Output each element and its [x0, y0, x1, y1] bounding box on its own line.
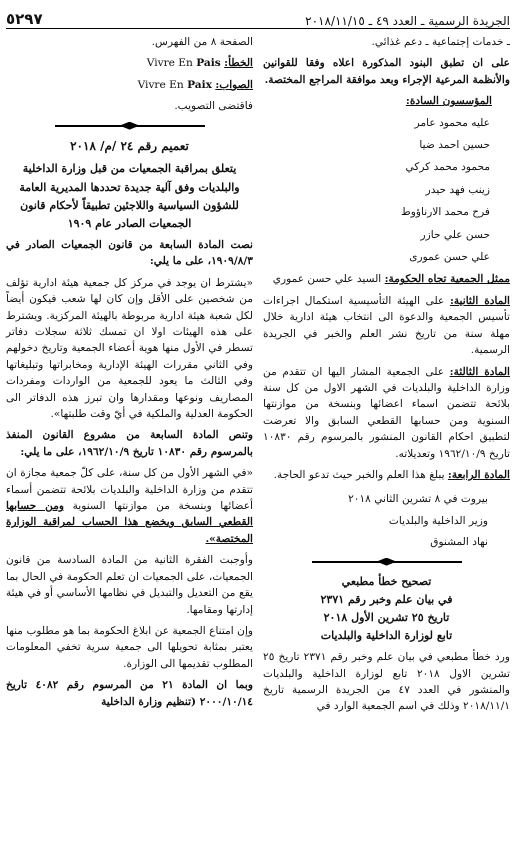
paragraph-2-quote-a: «في الشهر الأول من كل سنة، على كلّ جمعية مجازة ان تتقدم من وزارة الداخلية والبلديات بلائحة تتضمن أسماء أعضائها وبنسخة من موازنتها السنوية [6, 467, 253, 513]
correct-value-bold: Paix [187, 78, 212, 91]
correction-note: فاقتضى التصويب. [174, 100, 253, 113]
article-2-text: على الهيئة التأسيسية استكمال اجراءات تأسيس الجمعية والدعوة الى انتخاب هيئة ادارية خلال مهلة سنة من تاريخ نشر العلم والخبر في الجريدة الرسمية. [263, 294, 510, 357]
section-divider [55, 122, 205, 130]
correct-value-plain: Vivre En [137, 78, 188, 91]
paragraph-3: وأوجبت الفقرة الثانية من المادة السادسة من قانون الجمعيات، على الجمعيات ان تعلم الحكومة في الحال بما يقع من التعديل والتبديل في نظامها الأساسي أو في هيئة إدارتها ومقامها. [6, 554, 253, 616]
paragraph-2-quote [6, 465, 253, 547]
paragraph-5: وبما ان المادة ٢١ من المرسوم رقم ٤٠٨٢ تاريخ ٢٠٠٠/١٠/١٤ (تنظيم وزارة الداخلية [6, 679, 253, 708]
paragraph-2-quote-b: ومن حسابها القطعي السابق ويخضع هذا الحساب لمراقبة الوزارة المختصة». [6, 500, 253, 545]
article-4-label: المادة الرابعة: [447, 468, 510, 481]
article-4-text: يبلغ هذا العلم والخبر حيث تدعو الحاجة. [273, 468, 445, 481]
left-column [6, 34, 253, 715]
gazette-info: الجريدة الرسمية ـ العدد ٤٩ ـ ٢٠١٨/١١/١٥ [305, 14, 510, 28]
paragraph-1-quote: «يشترط ان يوجد في مركز كل جمعية هيئة ادارية تؤلف من شخصين على الأقل وإن كان لها شعب فيكون أيضاً لكل شعبة هيئة ادارية مربوطة بالهيئة المركزية. ويشترط على هذه الهيئات اولا ان تمسك ثلاثة سجلات دفاتر تسطر في الأول منها هوية أعضاء الجمعية وتاريخ دخولهم وفي الثاني مقررات الهيئة الإدارية ومخابراتها وتبليغاتها وفي الثالث ما يعود للجمعية من الواردات ومفردات المصاريف ونوعها ومقدارها وان تبرز هذه الدفاتر الى الحكومة العدلية والملكية في أيّ وقت طلبتها». [6, 276, 253, 421]
paragraph-1-head: نصت المادة السابعة من قانون الجمعيات الصادر في ١٩٠٩/٨/٣، على ما يلي: [6, 238, 253, 268]
article-3-text: على الجمعية المشار اليها ان تتقدم من وزارة الداخلية والبلديات في الشهر الاول من كل سنة بلائحة تتضمن اسماء اعضائها وبنسخة من موازنتها السنوية ومن حسابها القطعي السابق والا تعرضت لتطبيق احكام القانون المنشور بالمرسوم رقم ١٠٨٣٠ تاريخ ١٩٦٢/١٠/٩ وتعديلاته. [263, 365, 510, 460]
correction-title-line: تصحيح خطأ مطبعي [341, 574, 432, 588]
error-value [147, 57, 221, 69]
correction-title-line: في بيان علم وخبر رقم ٢٣٧١ [320, 592, 453, 606]
page-reference: الصفحة ٨ من الفهرس. [151, 36, 253, 48]
representative [263, 271, 510, 287]
bullet-item: ـ خدمات إجتماعية ـ دعم غذائي. [371, 36, 510, 48]
circular-subtitle: يتعلق بمراقبة الجمعيات من قبل وزارة الداخلية والبلديات وفق آلية جديدة تحددها المديرية العامة للشؤون السياسية واللاجئين تطبيقاً لأحكام قانون الجمعيات الصادر عام ١٩٠٩ [19, 162, 240, 230]
correction-title-line: تابع لوزارة الداخلية والبلديات [320, 628, 453, 642]
article-4 [263, 467, 510, 483]
article-2-label: المادة الثانية: [449, 294, 511, 307]
founder-name: علي حسن عمورى [409, 251, 490, 264]
article-3 [263, 364, 510, 462]
signature-date: بيروت في ٨ تشرين الثاني ٢٠١٨ [348, 493, 488, 506]
section-divider [312, 558, 462, 566]
article-3-label: المادة الثالثة: [449, 365, 510, 378]
founder-name: حسين احمد ضيا [419, 139, 490, 152]
signature-block [263, 491, 510, 550]
correction-text: ورد خطأ مطبعي في بيان علم وخبر رقم ٢٣٧١ تاريخ ٢٥ تشرين الاول ٢٠١٨ تابع لوزارة الداخلية والبلديات والمنشور في العدد ٤٧ من الجريدة الرسمية تاريخ ٢٠١٨/١١/١ وذلك في اسم الجمعية الوارد في [263, 651, 510, 713]
page-number: ٥٢٩٧ [6, 10, 43, 28]
right-column [263, 34, 510, 720]
founders-list [263, 115, 510, 266]
founder-name: زينب فهد حيدر [425, 183, 490, 196]
signature-name: نهاد المشنوق [430, 536, 488, 549]
founder-name: فرح محمد الارناؤوط [401, 206, 490, 219]
error-value-bold: Pais [196, 57, 221, 70]
intro-paragraph: على ان تطبق البنود المذكورة اعلاه وفقا للقوانين والأنظمة المرعية الإجراء وبعد موافقة المراجع المختصة. [263, 57, 510, 86]
founder-name: حسن علي حازر [420, 228, 490, 241]
correct-value [138, 79, 212, 91]
correction-title [263, 573, 510, 646]
representative-label: ممثل الجمعية تجاه الحكومة: [384, 273, 510, 286]
representative-value: السيد علي حسن عموري [272, 273, 382, 286]
paragraph-2-head: وتنص المادة السابعة من مشروع القانون المنفذ بالمرسوم رقم ١٠٨٣٠ تاريخ ١٩٦٢/١٠/٩، على ما يلي: [6, 429, 253, 458]
page-header [6, 4, 510, 29]
error-line [6, 55, 253, 71]
paragraph-4: وإن امتناع الجمعية عن ابلاغ الحكومة بما هو مطلوب منها يعتبر بمثابة تحويلها الى جمعية سرية تخفي المعلومات المطلوب تقديمها الى الوزارة. [6, 624, 253, 670]
correct-line [6, 77, 253, 93]
founder-name: عليه محمود عامر [414, 116, 490, 129]
circular-title: تعميم رقم ٢٤ /م/ ٢٠١٨ [70, 138, 189, 153]
error-label: الخطأ: [224, 57, 253, 70]
correct-label: الصواب: [215, 78, 253, 91]
signature-role: وزير الداخلية والبلديات [388, 514, 488, 527]
article-2 [263, 293, 510, 359]
founders-label: المؤسسون السادة: [405, 95, 492, 108]
error-value-plain: Vivre En [146, 57, 197, 70]
correction-title-line: تاريخ ٢٥ تشرين الأول ٢٠١٨ [323, 610, 450, 624]
founder-name: محمود محمد كركي [405, 161, 490, 174]
